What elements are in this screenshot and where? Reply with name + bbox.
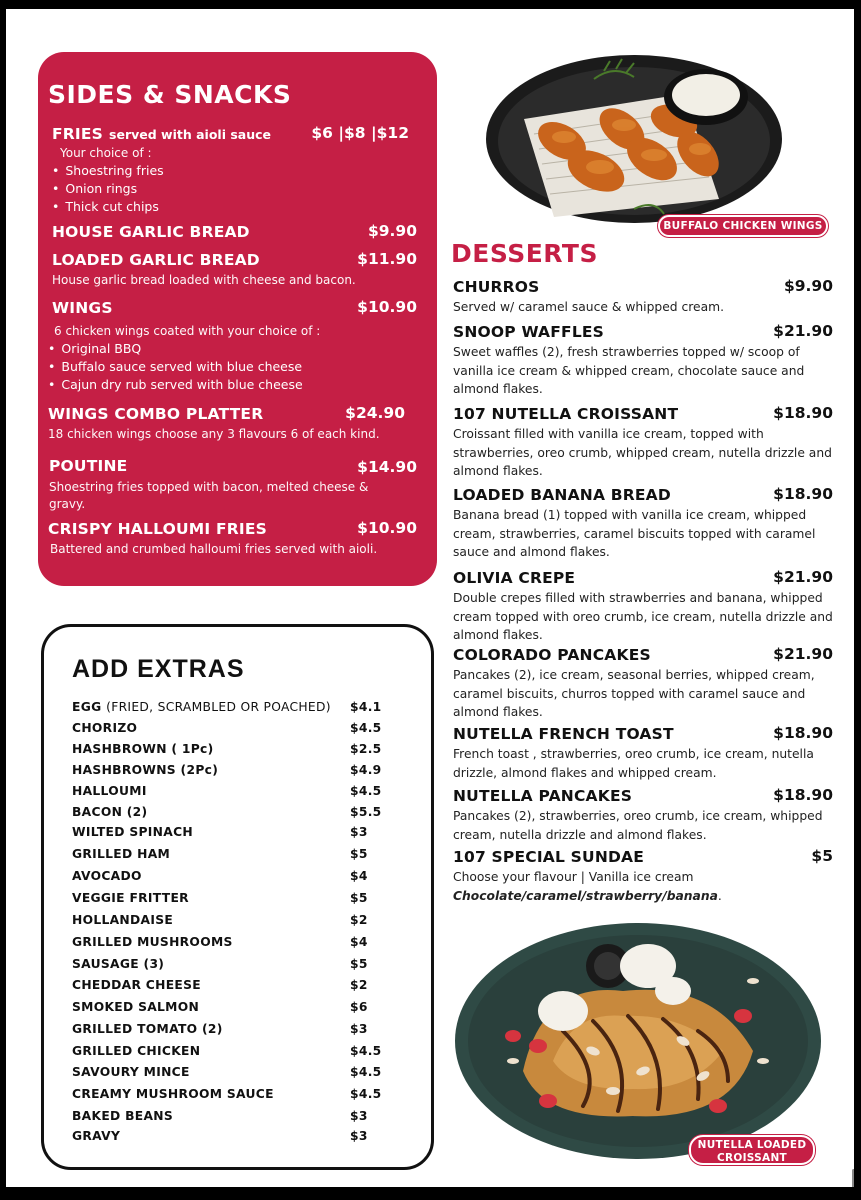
dessert-desc: Banana bread (1) topped with vanilla ice cream, whipped cream, strawberries, caramel biscuits topped with caramel sauce and almond flakes.	[453, 508, 816, 559]
nutella-croissant-photo	[453, 921, 823, 1161]
extra-item-price: $6	[350, 1000, 368, 1014]
loaded-garlic-item	[52, 250, 417, 289]
extras-title: ADD EXTRAS	[72, 655, 245, 683]
extra-item	[72, 978, 382, 992]
loaded-garlic-name: LOADED GARLIC BREAD	[52, 251, 260, 269]
extra-item	[72, 784, 382, 798]
extra-item-name: GRILLED HAM	[72, 847, 171, 861]
extra-item-price: $2.5	[350, 742, 382, 756]
buffalo-wings-photo	[484, 49, 784, 224]
dessert-name: LOADED BANANA BREAD	[453, 486, 671, 504]
extra-item	[72, 869, 382, 883]
dessert-flavours: Chocolate/caramel/strawberry/banana	[453, 888, 718, 903]
extra-item-name: HASHBROWNS (2Pc)	[72, 763, 219, 777]
halloumi-desc: Battered and crumbed halloumi fries served with aioli.	[50, 542, 378, 556]
extra-item-name: VEGGIE FRITTER	[72, 891, 189, 905]
dessert-item	[453, 645, 833, 722]
extra-item-name: GRILLED CHICKEN	[72, 1044, 201, 1058]
extra-item-name: AVOCADO	[72, 869, 142, 883]
dessert-flavours-line: Chocolate/caramel/strawberry/banana.	[453, 888, 722, 903]
wings-price: $10.90	[357, 298, 417, 316]
extra-item	[72, 1109, 382, 1123]
fries-sub: served with aioli sauce	[109, 127, 272, 142]
extra-item-note: (FRIED, SCRAMBLED OR POACHED)	[106, 700, 331, 714]
wings-option: • Original BBQ	[48, 340, 417, 358]
extra-item-price: $2	[350, 913, 368, 927]
poutine-item	[49, 456, 417, 513]
fries-price: $6 |$8 |$12	[311, 124, 409, 142]
extra-item	[72, 957, 382, 971]
extra-item-name: CHORIZO	[72, 721, 138, 735]
dessert-price: $21.90	[773, 322, 833, 340]
extra-item-price: $5	[350, 847, 368, 861]
dessert-name: NUTELLA FRENCH TOAST	[453, 725, 674, 743]
dessert-name: CHURROS	[453, 278, 540, 296]
extra-item	[72, 1000, 382, 1014]
extra-item-name: SMOKED SALMON	[72, 1000, 200, 1014]
extra-item-name: HALLOUMI	[72, 784, 147, 798]
fries-name: FRIES	[52, 125, 104, 143]
dessert-item	[453, 724, 833, 782]
dessert-desc: Pancakes (2), ice cream, seasonal berries, whipped cream, caramel biscuits, churros topped with caramel sauce and almond flakes.	[453, 668, 815, 719]
extra-item-price: $5	[350, 957, 368, 971]
dessert-desc: French toast , strawberries, oreo crumb, ice cream, nutella drizzle, almond flakes and whipped cream.	[453, 747, 814, 780]
extra-item	[72, 847, 382, 861]
dessert-item	[453, 485, 833, 562]
extra-item-price: $4.5	[350, 1065, 382, 1079]
dessert-item	[453, 568, 833, 645]
dessert-desc: Choose your flavour | Vanilla ice cream	[453, 870, 694, 884]
dessert-price: $9.90	[783, 277, 833, 295]
dessert-price: $18.90	[773, 404, 833, 422]
extra-item-price: $3	[350, 1129, 368, 1143]
extra-item-name: HOLLANDAISE	[72, 913, 174, 927]
combo-price: $24.90	[345, 404, 405, 422]
halloumi-item	[48, 519, 417, 558]
extra-item-price: $4.5	[350, 1087, 382, 1101]
dessert-item	[453, 277, 833, 317]
dessert-price: $18.90	[773, 485, 833, 503]
dessert-item	[453, 786, 833, 844]
extra-item-name: SAUSAGE (3)	[72, 957, 165, 971]
add-extras-panel	[41, 624, 434, 1170]
extra-item-price: $2	[350, 978, 368, 992]
extra-item-name: HASHBROWN ( 1Pc)	[72, 742, 214, 756]
wings-name: WINGS	[52, 299, 113, 317]
extra-item-name: BAKED BEANS	[72, 1109, 174, 1123]
extra-item-price: $4.9	[350, 763, 382, 777]
dessert-price: $18.90	[773, 724, 833, 742]
extra-item-price: $4	[350, 935, 368, 949]
fries-item	[52, 124, 417, 216]
extra-item	[72, 1044, 382, 1058]
wings-desc: 6 chicken wings coated with your choice of :	[54, 324, 321, 338]
scrollbar-thumb[interactable]	[852, 1169, 854, 1187]
extra-item-price: $4.1	[350, 700, 382, 714]
halloumi-price: $10.90	[357, 519, 417, 537]
extra-item	[72, 700, 382, 714]
extra-item	[72, 935, 382, 949]
extra-item	[72, 1022, 382, 1036]
dessert-desc: Served w/ caramel sauce & whipped cream.	[453, 300, 725, 314]
wings-photo-badge: BUFFALO CHICKEN WINGS	[658, 215, 828, 237]
poutine-price: $14.90	[357, 458, 417, 476]
house-garlic-name: HOUSE GARLIC BREAD	[52, 223, 250, 241]
dessert-desc: Croissant filled with vanilla ice cream, topped with strawberries, oreo crumb, whipped cream, nutella drizzle and almond flakes.	[453, 427, 832, 478]
extra-item-price: $3	[350, 825, 368, 839]
extra-item-price: $4.5	[350, 784, 382, 798]
extra-item-price: $3	[350, 1022, 368, 1036]
halloumi-name: CRISPY HALLOUMI FRIES	[48, 520, 267, 538]
dessert-item	[453, 322, 833, 399]
extra-item-name: WILTED SPINACH	[72, 825, 193, 839]
combo-item	[48, 404, 417, 443]
extra-item	[72, 742, 382, 756]
dessert-price: $21.90	[773, 645, 833, 663]
extra-item-price: $4.5	[350, 1044, 382, 1058]
extra-item-name: CHEDDAR CHEESE	[72, 978, 201, 992]
loaded-garlic-price: $11.90	[357, 250, 417, 268]
dessert-name: NUTELLA PANCAKES	[453, 787, 633, 805]
dessert-desc: Sweet waffles (2), fresh strawberries topped w/ scoop of vanilla ice cream & whipped cream, chocolate sauce and almond flakes.	[453, 345, 805, 396]
extra-item-name: SAVOURY MINCE	[72, 1065, 190, 1079]
dessert-name: 107 NUTELLA CROISSANT	[453, 405, 679, 423]
extra-item-name: GRILLED MUSHROOMS	[72, 935, 233, 949]
extra-item-name: GRAVY	[72, 1129, 121, 1143]
extra-item-price: $4	[350, 869, 368, 883]
dessert-item	[453, 404, 833, 481]
dessert-name: OLIVIA CREPE	[453, 569, 576, 587]
poutine-desc: Shoestring fries topped with bacon, melted cheese & gravy.	[49, 480, 369, 511]
wings-option: • Cajun dry rub served with blue cheese	[48, 376, 417, 394]
nutella-croissant-image	[453, 921, 823, 1161]
dessert-price: $21.90	[773, 568, 833, 586]
poutine-name: POUTINE	[49, 457, 128, 475]
extra-item-name: EGG	[72, 700, 102, 714]
dessert-name: COLORADO PANCAKES	[453, 646, 651, 664]
extra-item	[72, 721, 382, 735]
wings-item	[52, 298, 417, 394]
extra-item	[72, 763, 382, 777]
desserts-title: DESSERTS	[451, 239, 598, 268]
extra-item-price: $3	[350, 1109, 368, 1123]
extra-item	[72, 1129, 382, 1143]
extra-item	[72, 805, 382, 819]
combo-desc: 18 chicken wings choose any 3 flavours 6 of each kind.	[48, 427, 380, 441]
wings-options	[48, 340, 417, 394]
sides-snacks-panel	[38, 52, 437, 586]
extra-item	[72, 913, 382, 927]
sides-title: SIDES & SNACKS	[48, 80, 292, 109]
extra-item-price: $4.5	[350, 721, 382, 735]
croissant-photo-badge: NUTELLA LOADED CROISSANT	[689, 1135, 815, 1165]
loaded-garlic-desc: House garlic bread loaded with cheese and bacon.	[52, 273, 356, 287]
dessert-desc: Pancakes (2), strawberries, oreo crumb, ice cream, whipped cream, nutella drizzle and almond flakes.	[453, 809, 823, 842]
fries-choice-label: Your choice of :	[60, 146, 152, 160]
fries-options	[52, 162, 417, 216]
extra-item-name: GRILLED TOMATO (2)	[72, 1022, 223, 1036]
extra-item-price: $5.5	[350, 805, 382, 819]
dessert-desc: Double crepes filled with strawberries and banana, whipped cream topped with oreo crumb, ice cream, nutella drizzle and almond flakes.	[453, 591, 833, 642]
wings-option: • Buffalo sauce served with blue cheese	[48, 358, 417, 376]
fries-option: • Shoestring fries	[52, 162, 417, 180]
dessert-item	[453, 847, 833, 905]
extra-item	[72, 1087, 382, 1101]
extra-item	[72, 1065, 382, 1079]
extra-item	[72, 891, 382, 905]
dessert-price: $5	[811, 847, 833, 865]
combo-name: WINGS COMBO PLATTER	[48, 405, 264, 423]
dessert-name: SNOOP WAFFLES	[453, 323, 605, 341]
extra-item-name: CREAMY MUSHROOM SAUCE	[72, 1087, 274, 1101]
dessert-price: $18.90	[773, 786, 833, 804]
fries-option: • Onion rings	[52, 180, 417, 198]
extra-item-price: $5	[350, 891, 368, 905]
extra-item-name: BACON (2)	[72, 805, 148, 819]
menu-page	[6, 9, 854, 1187]
house-garlic-item	[52, 222, 417, 241]
extra-item	[72, 825, 382, 839]
fries-option: • Thick cut chips	[52, 198, 417, 216]
dessert-name: 107 SPECIAL SUNDAE	[453, 848, 645, 866]
buffalo-wings-image	[484, 49, 784, 224]
house-garlic-price: $9.90	[367, 222, 417, 240]
